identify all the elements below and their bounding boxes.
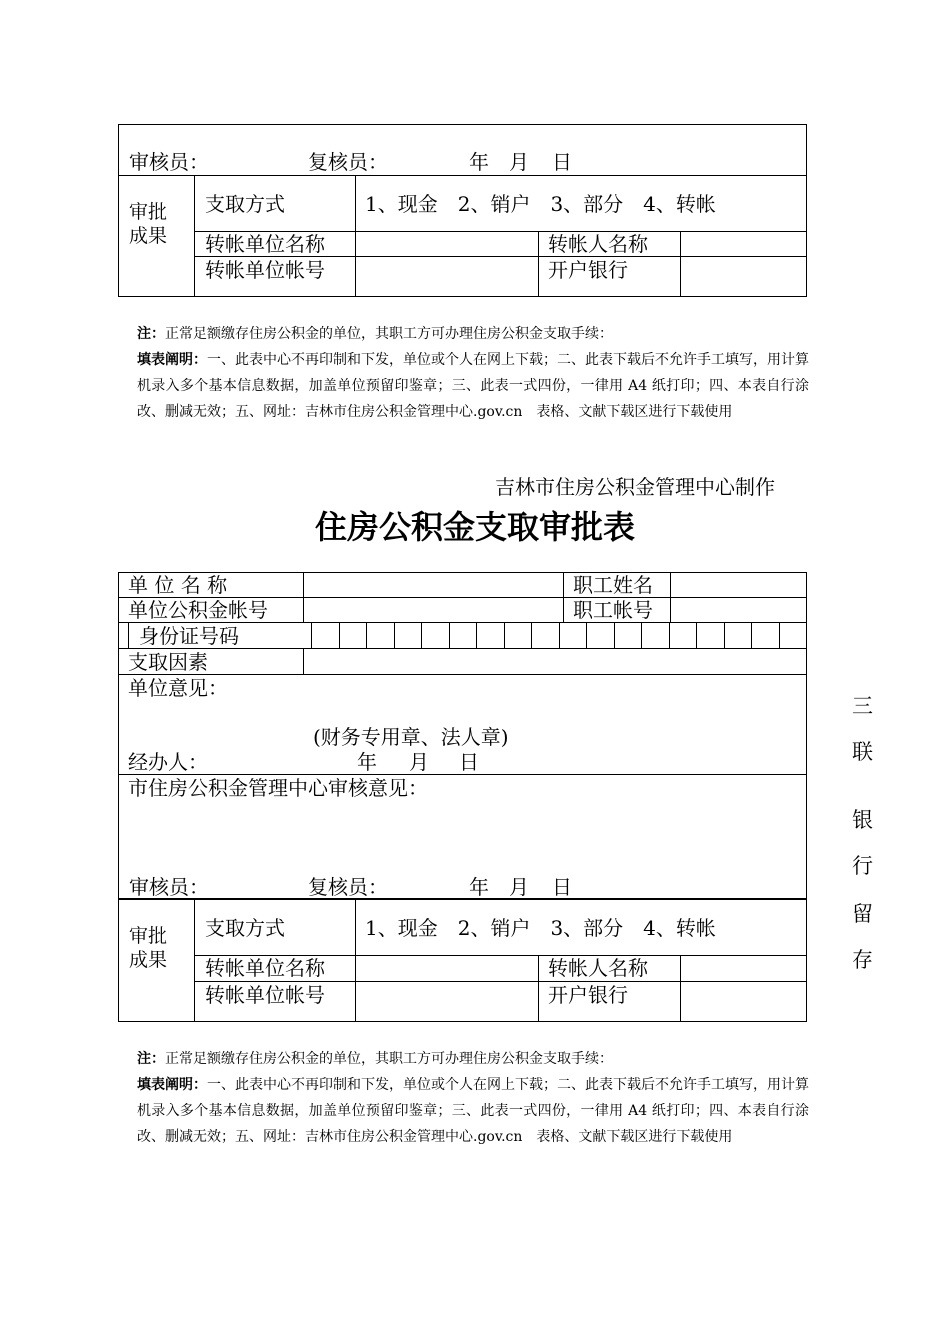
top-transfer-unit-account: 转帐单位帐号 [205,258,325,282]
id-cell-divider [586,622,587,648]
page-title: 住房公积金支取审批表 [314,508,635,546]
id-cell-divider [339,622,340,648]
employee-account-label: 职工帐号 [573,598,653,622]
id-cell-divider [476,622,477,648]
top-method-options: 1、现金 2、销户 3、部分 4、转帐 [365,192,716,216]
maker-label: 吉林市住房公积金管理中心制作 [495,475,775,499]
auditor-label: 审核员： [129,875,209,899]
id-cell-divider [311,622,312,648]
method-options: 1、现金 2、销户 3、部分 4、转帐 [365,916,716,940]
id-cell-divider [669,622,670,648]
reason-label: 支取因素 [128,650,208,674]
reviewer-label: 复核员： [308,875,388,899]
handler-label: 经办人： [128,750,208,774]
side-label-char: 留 [852,902,873,926]
side-label-char: 银 [852,808,873,832]
top-result-label-1: 审批 [129,201,168,223]
top-day-label: 日 [552,150,572,174]
id-cell-divider [559,622,560,648]
transfer-unit-name: 转帐单位名称 [205,956,325,980]
top-auditor-label: 审核员： [129,150,209,174]
bottom-note: 注：正常足额缴存住房公积金的单位，其职工方可办理住房公积金支取手续： 填表阐明：一、此表中心不再印制和下发，单位或个人在网上下载；二、此表下载后不允许手工填写，用计算机录入多个基本信息数据，加盖单位预留印鉴章；三、此表一式四份，一律用 A4 纸打印；四、本表自行涂改、删减无效；五、网址：吉林市住房公积金管理中心.gov.cn 表格、文献下载区进行下载使用 [137,1051,809,1145]
seal-note: (财务专用章、法人章) [313,725,509,749]
side-label-char: 行 [852,854,873,878]
center-opinion-label: 市住房公积金管理中心审核意见： [128,776,428,800]
result-label-1: 审批 [129,925,168,947]
side-label-char: 存 [852,948,873,972]
id-cell-divider [531,622,532,648]
employee-name-label: 职工姓名 [573,573,653,597]
id-cell-divider [696,622,697,648]
handler-month: 月 [409,750,429,774]
id-cell-divider [614,622,615,648]
id-cell-divider [421,622,422,648]
id-cell-divider [641,622,642,648]
top-reviewer-label: 复核员： [308,150,388,174]
transfer-person-name: 转帐人名称 [548,956,648,980]
audit-day: 日 [552,875,572,899]
id-cell-divider [504,622,505,648]
transfer-unit-account: 转帐单位帐号 [205,983,325,1007]
top-bank: 开户银行 [548,258,628,282]
id-number-label: 身份证号码 [139,624,239,648]
bank-label: 开户银行 [548,983,628,1007]
side-label-char: 三 [852,694,873,718]
id-cell-divider [751,622,752,648]
top-transfer-person-name: 转帐人名称 [548,232,648,256]
top-transfer-unit-name: 转帐单位名称 [205,232,325,256]
top-year-label: 年 [469,150,489,174]
result-label-2: 成果 [129,949,168,971]
top-note: 注：正常足额缴存住房公积金的单位，其职工方可办理住房公积金支取手续： 填表阐明：一、此表中心不再印制和下发，单位或个人在网上下载；二、此表下载后不允许手工填写，用计算机录入多个基本信息数据，加盖单位预留印鉴章；三、此表一式四份，一律用 A4 纸打印；四、本表自行涂改、删减无效；五、网址：吉林市住房公积金管理中心.gov.cn 表格、文献下载区进行下载使用 [137,326,809,420]
handler-day: 日 [459,750,479,774]
audit-month: 月 [509,875,529,899]
top-method-label: 支取方式 [205,192,285,216]
method-label: 支取方式 [205,916,285,940]
side-label-char: 联 [852,740,873,764]
handler-year: 年 [357,750,377,774]
id-cell-divider [366,622,367,648]
top-month-label: 月 [509,150,529,174]
id-cell-divider [394,622,395,648]
unit-account-label: 单位公积金帐号 [128,598,268,622]
id-cell-divider [449,622,450,648]
top-result-label-2: 成果 [129,225,168,247]
unit-opinion-label: 单位意见： [128,676,228,700]
id-cell-divider [724,622,725,648]
unit-name-label: 单 位 名 称 [128,573,228,597]
audit-year: 年 [469,875,489,899]
id-cell-divider [779,622,780,648]
top-auditor-row [118,124,807,176]
